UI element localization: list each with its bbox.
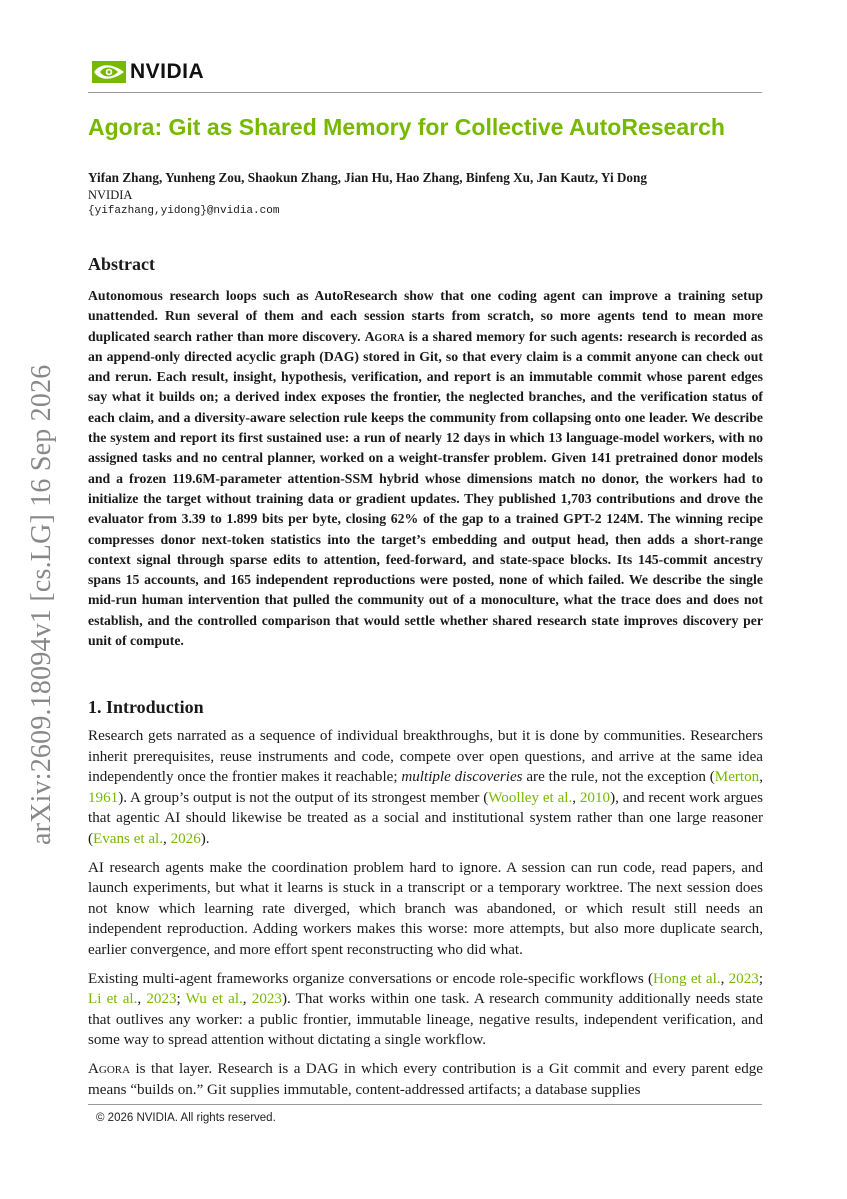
citation-woolley-year[interactable]: 2010 [579, 789, 611, 806]
citation-wu-year[interactable]: 2023 [251, 991, 282, 1008]
introduction-heading: 1. Introduction [88, 697, 204, 717]
citation-merton[interactable]: Merton [714, 769, 760, 786]
intro-paragraph-3: Existing multi-agent frameworks organize conversations or encode role-specific workflows (Hong et al., 2023; Li et al., 2023; Wu et al., 2023). That works within one task. A research community additionally needs state that outlives any worker: a public frontier, immutable lineage, negative results, independent verification, and some way to spread attention without dictating a single workflow. [88, 970, 764, 1049]
contact-email: {yifazhang,yidong}@nvidia.com [88, 205, 280, 217]
abstract-text: Autonomous research loops such as AutoResearch show that one coding agent can improve a training setup unattended. Run several of them and each session starts from scratch, so more agents tend to mean more duplicated search rather than more discovery. Agora is a shared memory for such agents: research is recorded as an append-only directed acyclic graph (DAG) stored in Git, so that every claim is a commit anyone can check out and rerun. Each result, insight, hypothesis, verification, and report is an immutable commit whose parent edges say what it builds on; a derived index exposes the frontier, the neglected branches, and the verification status of each claim, and a diversity-aware selection rule keeps the community from collapsing onto one leader. We describe the system and report its first sustained use: a run of nearly 12 days in which 13 language-model workers, with no assigned tasks and no central planner, worked on a weight-transfer problem. Given 141 pretrained donor models and a frozen 119.6M-parameter attention-SSM hybrid whose dimensions match no donor, the workers had to initialize the target without training data or gradient updates. They published 1,703 contributions and drove the evaluator from 3.39 to 1.899 bits per byte, closing 62% of the gap to a trained GPT-2 124M. The winning recipe compresses donor next-token statistics into the target’s embedding and output head, then adds a short-range context signal through sparse edits to attention, feed-forward, and state-space blocks. Its 145-commit ancestry spans 15 accounts, and 165 independent reproductions were posted, none of which failed. We describe the single mid-run human intervention that pulled the community out of a monoculture, what the trace does and does not establish, and the controlled comparison that would settle whether shared research state improves discovery per unit of compute. [88, 288, 763, 649]
introduction-body [88, 726, 763, 1108]
agora-name: Agora [364, 328, 405, 344]
arxiv-identifier: arXiv:2609.18094v1 [cs.LG] 16 Sep 2026 [26, 364, 57, 845]
citation-wu[interactable]: Wu et al. [185, 991, 243, 1008]
agora-name: Agora [88, 1060, 131, 1077]
citation-merton-year[interactable]: 1961 [88, 789, 119, 806]
affiliation: NVIDIA [88, 188, 133, 202]
citation-hong-year[interactable]: 2023 [728, 970, 759, 987]
author-list: Yifan Zhang, Yunheng Zou, Shaokun Zhang, Jian Hu, Hao Zhang, Binfeng Xu, Jan Kautz, Yi Dong [88, 170, 647, 185]
citation-woolley[interactable]: Woolley et al. [488, 789, 573, 806]
abstract-heading: Abstract [88, 254, 155, 274]
intro-paragraph-2: AI research agents make the coordination problem hard to ignore. A session can run code, read papers, and launch experiments, but what it learns is stuck in a transcript or a temporary worktree. The next session does not know which learning rate diverged, which branch was abandoned, or which result still needs an independent reproduction. Adding workers makes this worse: more attempts, but also more duplicate search, earlier convergence, and more effort spent reconstructing who did what. [88, 859, 763, 958]
citation-hong[interactable]: Hong et al. [653, 970, 721, 987]
citation-li-year[interactable]: 2023 [146, 991, 177, 1008]
intro-paragraph-1: Research gets narrated as a sequence of individual breakthroughs, but it is done by communities. Researchers inherit prerequisites, reuse instruments and code, compete over open questions, and arrive at the same idea independently once the frontier makes it reachable; multiple discoveries are the rule, not the exception (Merton, 1961). A group’s output is not the output of its strongest member (Woolley et al., 2010), and recent work argues that agentic AI should likewise be treated as a social and institutional system rather than one large reasoner (Evans et al., 2026). [88, 728, 763, 847]
brand-wordmark: NVIDIA [130, 60, 205, 83]
paper-title: Agora: Git as Shared Memory for Collective AutoResearch [88, 114, 725, 140]
nvidia-eye-icon [92, 61, 126, 83]
footer-divider [88, 1104, 762, 1105]
citation-li[interactable]: Li et al. [88, 991, 138, 1008]
citation-evans-year[interactable]: 2026 [170, 830, 201, 847]
citation-evans[interactable]: Evans et al. [93, 830, 164, 847]
copyright-notice: © 2026 NVIDIA. All rights reserved. [96, 1112, 276, 1124]
nvidia-logo [92, 60, 204, 84]
header-divider [88, 92, 762, 93]
intro-paragraph-4: Agora is that layer. Research is a DAG in which every contribution is a Git commit and every parent edge means “builds on.” Git supplies immutable, content-addressed artifacts; a database supplies [88, 1060, 763, 1098]
